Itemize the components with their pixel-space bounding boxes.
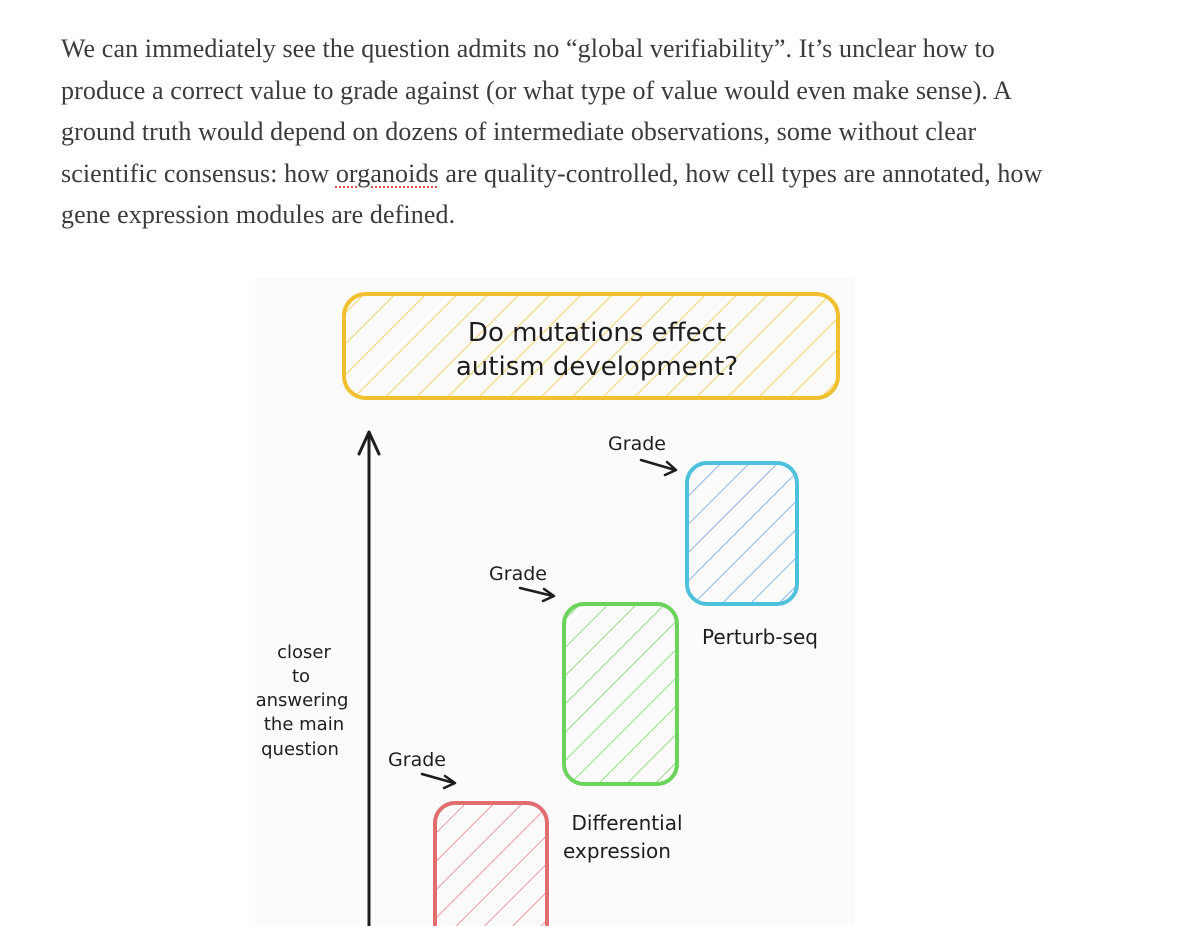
- paragraph-text-end: are quality-controlled, how cell types are annotated, how gene expression modules are defined.: [61, 158, 1043, 229]
- diagram-canvas: [255, 278, 855, 926]
- spellcheck-flagged-word: organoids: [335, 158, 439, 188]
- grade-label-middle: Grade: [489, 563, 547, 585]
- grade-arrow-bottom: [422, 774, 455, 788]
- bottom-step: [388, 749, 547, 926]
- verifiability-diagram: [255, 278, 855, 926]
- grade-label-bottom: Grade: [388, 749, 446, 771]
- axis-label-line-3: answering: [255, 690, 349, 711]
- axis-label-line-5: question: [261, 739, 339, 760]
- article-body: [61, 28, 1061, 236]
- bottom-step-box: [435, 803, 547, 926]
- main-question-box: [344, 294, 838, 398]
- grade-arrow-top: [641, 460, 676, 475]
- progress-axis-arrow: [359, 432, 379, 926]
- axis-label: [256, 642, 349, 760]
- differential-expression-label-1: Differential: [571, 811, 683, 835]
- axis-label-line-1: closer: [277, 642, 331, 663]
- axis-label-line-4: the main: [263, 714, 345, 735]
- paragraph-text-start: We can immediately see the question admits no “global verifiability”. It’s unclear how to produce a correct value to grade against (or what type of value would even make sense). A ground truth would depend on dozens of intermediate observations, some without clear scientific consensus: how: [61, 34, 1011, 188]
- main-question-line-1: Do mutations effect: [467, 318, 727, 348]
- differential-expression-box: [564, 604, 677, 784]
- main-question-line-2: autism development?: [455, 352, 739, 382]
- perturb-seq-label: Perturb-seq: [702, 625, 818, 649]
- grade-arrow-middle: [520, 588, 554, 601]
- differential-expression-label-2: expression: [563, 839, 671, 863]
- body-paragraph: [61, 28, 1061, 236]
- axis-label-line-2: to: [291, 666, 311, 687]
- perturb-seq-box: [687, 463, 797, 604]
- grade-label-top: Grade: [608, 433, 666, 455]
